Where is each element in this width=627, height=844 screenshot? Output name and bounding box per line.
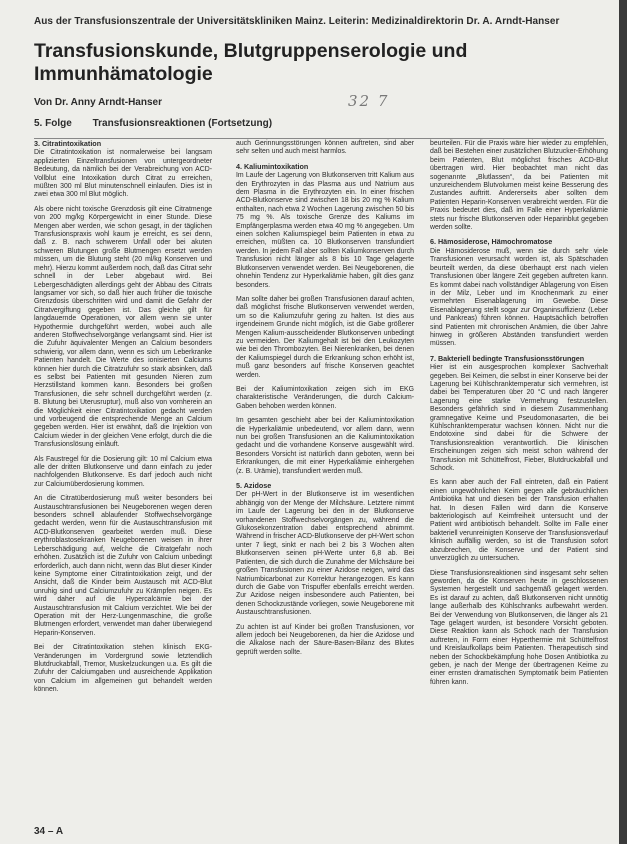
part-line xyxy=(34,118,290,129)
paragraph: Als Faustregel für die Dosierung gilt: 10 ml Calcium etwa alle der dritten Blutkonserve und dann einfach zu jeder nachfolgenden Blutkonserve. Es darf jedoch auch nicht zur Calciumüberdosierung kommen. xyxy=(34,455,212,488)
paragraph: Es kann aber auch der Fall eintreten, daß ein Patient einen ungewöhnlichen Keim gegen alle gebräuchlichen Antibiotika hat und diesen bei der Transfusion erhalten hat. In diesen Fällen wird dann die Konserve bakteriologisch auf Keimfreiheit untersucht und der Patient wird antibiotisch behandelt. Sollte im Falle einer bakteriell verunreinigten Konserve der Transfusionsverlauf klinisch auffällig werden, so ist die Transfusion sofort abzubrechen, die Konserve und der Patient sind unverzüglich zu untersuchen. xyxy=(430,479,608,563)
paragraph: Im gesamten geschieht aber bei der Kaliumintoxikation die Hyperkaliämie unbedeutend, vor allem dann, wenn nun bei großen Transfusionen an die Kaliumintoxikation gedacht und die vorhandene Konserve ausgewählt wird. Besonders Vorsicht ist natürlich dann geboten, wenn bei Erkrankungen, die mit einer Hyperkaliämie einhergehen (z. B. Urämie), transfundiert werden muß. xyxy=(236,417,414,475)
page-number: 34 – A xyxy=(34,826,64,837)
author-line: Von Dr. Anny Arndt-Hanser xyxy=(34,97,162,108)
text-column-3 xyxy=(430,140,608,830)
section-heading: 3. Citratintoxikation xyxy=(34,139,102,148)
handwritten-note: 32 7 xyxy=(348,92,390,110)
text-column-1 xyxy=(34,140,212,822)
section-heading: 5. Azidose xyxy=(236,481,272,491)
paragraph: Bei der Citratintoxikation stehen klinisch EKG-Veränderungen im Vordergrund sowie letztendlich Blutdruckabfall, Tremor, Muskelzuckungen u.a. Es gilt die Zufuhr der Calciumgaben und ausreichende Applikation von Calcium im allgemeinen gut behandelt werden können. xyxy=(34,644,212,694)
text-column-2 xyxy=(236,140,414,656)
paragraph: beurteilen. Für die Praxis wäre hier wieder zu empfehlen, daß bei Bestehen einer zusätzlichen Blutzucker-Erhöhung beim Patienten, Blut möglichst frisches ACD-Blut übertragen wird. Hier beobachtet man nicht das sogenannte „Blutlassen“, da bei Patienten mit unzureichendem Blutvolumen meist keine Besserung des Zustandes auftritt. Andererseits aber sollten dem Patienten Heparin-Konserven verabreicht werden. Für die Praxis bedeutet dies, daß im Falle einer Hyperkaliämie stets nur frische Blutkonserven oder Heparinblut gegeben werden sollte. xyxy=(430,140,608,232)
paragraph: Im Laufe der Lagerung von Blutkonserven tritt Kalium aus den Erythrozyten in das Plasma aus und Natrium aus dem Plasma in die Erythrozyten ein. In einer frischen ACD-Blutkonserve sind zwischen 18 bis 20 mg % Kalium enthalten, nach etwa 2 Wochen Lagerung zwischen 50 bis 75 mg %. Als toxische Grenze des Kaliums im Empfängerplasma werden etwa 40 mg % angegeben. Um einen solchen Kaliumspiegel beim Patienten in etwa zu erreichen, müßten ca. 10 Blutkonserven transfundiert werden. In jedem Fall aber sollten Kaliumkonserven durch Transfusion nicht länger als 8 bis 10 Tage gelagerte Blutkonserven verwendet werden. Bei Neugeborenen, die ohnehin Tendenz zur Hyperkaliämie haben, gilt dies ganz besonders. xyxy=(236,172,414,289)
scan-edge xyxy=(619,0,627,844)
paragraph: Zu achten ist auf Kinder bei großen Transfusionen, vor allem jedoch bei Neugeborenen, da hier die Azidose und die Alkalose nach der Säure-Basen-Bilanz des Blutes geprüft werden sollte. xyxy=(236,623,414,656)
paragraph: auch Gerinnungsstörungen können auftreten, sind aber sehr selten und auch meist harmlos. xyxy=(236,140,414,156)
part-title: Transfusionsreaktionen (Fortsetzung) xyxy=(92,118,273,129)
paragraph: Der pH-Wert in der Blutkonserve ist im wesentlichen abhängig von der Menge der Milchsäure. Letztere nimmt im Laufe der Lagerung bei den in der Blutkonserve vorhandenen Stoffwechselvorgängen zu, während die Glukosekonzentration dabei entsprechend abnimmt. Während in frischer ACD-Blutkonserve der pH-Wert schon unter 7 liegt, sinkt er nach bei 2 bis 3 Wochen alten Blutkonserven seinen pH-Werte unter 6,8 ab. Bei Patienten, die sich durch die Zunahme der Milchsäure bei großen Transfusionen zu einer Azidose neigen, wird das Natriumbicarbonat zur Korrektur herangezogen. Es kann durch die Gabe von Trispuffer ebenfalls erreicht werden. Zur Azidose neigen insbesondere auch Patienten, bei denen Schockzustände vorliegen, sowie Neugeborene mit Austauschtransfusionen. xyxy=(236,491,414,617)
section-heading: 7. Bakteriell bedingte Transfusionsstörungen xyxy=(430,353,585,363)
paragraph: An die Citratüberdosierung muß weiter besonders bei Austauschtransfusionen bei Neugeborenen wegen deren besonders schnell ablaufender Stoffwechselvorgänge gedacht werden, wenn für die Austauschtransfusion mit ACD-Blutkonserven gearbeitet werden muß. Diese erythroblastosekranken Neugeborenen weisen in ihrer Leberschädigung auf, welche die Citratgefahr noch erhöhen. Zusätzlich ist die Zufuhr von Calcium unbedingt erforderlich, auch dann nicht, wenn das Blut dieser Kinder keine Symptome einer Citratintoxikation zeigt, und der Ansicht, daß die Kinder beim Austausch mit ACD-Blut unruhig sind und Calciumzufuhr zu Krämpfen neigen. Es wird daher auf die Hypercalcämie bei der Austauschtransfusion mit Calcium verzichtet. Wie bei der Operation mit der Herz-Lungenmaschine, die große Blutmengen erfordert, verwendet man daher überwiegend Heparin-Konserven. xyxy=(34,495,212,637)
section-heading: 6. Hämosiderose, Hämochromatose xyxy=(430,237,553,247)
section-heading: 4. Kaliumintoxikation xyxy=(236,161,309,171)
paragraph: Hier ist ein ausgesprochen komplexer Sachverhalt gegeben. Bei Keimen, die selbst in einer Konserve bei der Lagerung bei Kühlschranktemperatur sich vermehren, ist dabei bei Temperaturen über 20 °C und nach längerer Lagerung eine starke Vermehrung festzustellen. Besonders gefährlich sind in diesem Zusammenhang gramnegative Keime und Pseudomonasarten, die bei Kühlschranktemperatur wachsen können. Nicht nur die Endotoxine sind dabei für die Schwere der Transfusionsreaktion verantwortlich. Die klinischen Erscheinungen zeigen sich meist schon während der Transfusion mit Schüttelfrost, Fieber, Blutdruckabfall und Schock. xyxy=(430,364,608,473)
paragraph: Bei der Kaliumintoxikation zeigen sich im EKG charakteristische Veränderungen, die durch Calcium-Gaben behoben werden können. xyxy=(236,385,414,410)
header-divider xyxy=(34,138,604,139)
part-number: 5. Folge xyxy=(34,118,72,129)
article-title: Transfusionskunde, Blutgruppenserologie und Immunhämatologie xyxy=(34,40,468,85)
paragraph: Diese Transfusionsreaktionen sind insgesamt sehr selten geworden, da die Konserven heute in geschlossenen Systemen hergestellt und sachgemäß gelagert werden. Es ist darauf zu achten, daß Blutkonserven nicht unnötig lange außerhalb des Kühlschranks aufbewahrt werden. Bei der Verwendung von Blutkonserven, die länger als 21 Tage gelagert wurden, ist besondere Vorsicht geboten. Diese Reaktion kann als Schock nach der Transfusion auftreten, in Form einer Hyperthermie mit Schüttelfrost und Kreislaufkollaps beim Patienten. Therapeutisch sind neben der Schockbekämpfung hohe Dosen Antibiotika zu geben, je nach der Menge der übertragenen Keime zu einer ernsten dramatischen Symptomatik beim Patienten führen kann. xyxy=(430,569,608,686)
source-header: Aus der Transfusionszentrale der Universitätskliniken Mainz. Leiterin: Medizinaldirektorin Dr. A. Arndt-Hanser xyxy=(34,16,560,27)
paragraph: Man sollte daher bei großen Transfusionen darauf achten, daß möglichst frische Blutkonserven verwendet werden, um so die Kaliumzufuhr gering zu halten. Ist dies aus irgendeinem Grunde nicht möglich, ist die Gabe größerer Mengen Kalium-ausscheidender Blutkonserven unbedingt zu vermeiden. Der Kaliumgehalt ist bei den Leukozyten wie bei den Thrombozyten. Bei Nierenkranken, bei denen der Kaliumspiegel durch die Erkrankung schon erhöht ist, muß ganz besonders auf frische Konserven geachtet werden. xyxy=(236,295,414,379)
paragraph: Die Citratintoxikation ist normalerweise bei langsam applizierten Einzeltransfusionen von untergeordneter Bedeutung, da nämlich bei der Verabreichung von ACD-Vollblut eine Intoxikation durch Citrat zu erreichen, müßten 300 ml Blut minutenschnell einlaufen. Dies ist in zwei etwa 300 ml Blut möglich. xyxy=(34,149,212,199)
paragraph: Die Hämosiderose muß, wenn sie durch sehr viele Transfusionen verursacht worden ist, als Spätschaden beurteilt werden, da diese überhaupt erst nach vielen Transfusionen über längere Zeit gegeben auftreten kann. Es kommt dabei nach vollständiger Ablagerung von Eisen in der Milz, Leber und im Knochenmark zu einer vermehrten Eisenablagerung im Gewebe. Diese Eisenablagerung stellt sogar zur Organinsuffizienz (Leber und Pankreas) führen können. Hauptsächlich betroffen sind Patienten mit chronischen Anämien, die über Jahre hinweg in größeren Abständen transfundiert werden müssen. xyxy=(430,247,608,348)
paragraph: Als obere nicht toxische Grenzdosis gilt eine Citratmenge von 200 mg/kg Körpergewicht in einer Stunde. Diese Mengen aber werden, wie schon gesagt, in der täglichen Transfusionspraxis wohl kaum je erreicht, es sei denn, daß z. B. nach schwerem Unfall oder bei akuten schweren Blutungen große Blutmengen ersetzt werden müssen, um die Blutung steht (20 ml/kg Konserven und mehr). Hierzu kommt außerdem noch, daß das Citrat sehr schnell in der Leber abgebaut wird. Bei Lebergeschädigten allerdings geht der Abbau des Citrats langsamer vor sich, so daß hier auch früher die toxische Grenzdosis überschritten wird und damit die Gefahr der Citratvergiftung gegeben ist. Das gleiche gilt für langdauernde Operationen, vor allem wenn sie unter Hypothermie durchgeführt werden, wobei auch alle anderen Stoffwechselvorgänge verlangsamt sind. Hier ist die Zufuhr äquivalenter Mengen an Calcium besonders schwierig, vor allem dann, wenn es sich um Leberkranke Patienten handelt. Die Werte des ionisierten Calciums können hier durch die Citratzufuhr so stark absinken, daß es selbst bei Patienten mit gesunden Nieren zum Herzstillstand kommen kann. Besonders bei großen Transfusionen, die sehr schnell durchgeführt werden (z. B. Blutung bei Uterusruptur), muß also von vornherein an die Möglichkeit einer Citratintoxikation gedacht werden und vorbeugend die entsprechende Menge an Calcium gegeben werden. Hier ist erwähnt, daß die Injektion von Calcium wieder in der gleichen Vene erfolgt, durch die die Transfusionslösung einläuft. xyxy=(34,205,212,449)
